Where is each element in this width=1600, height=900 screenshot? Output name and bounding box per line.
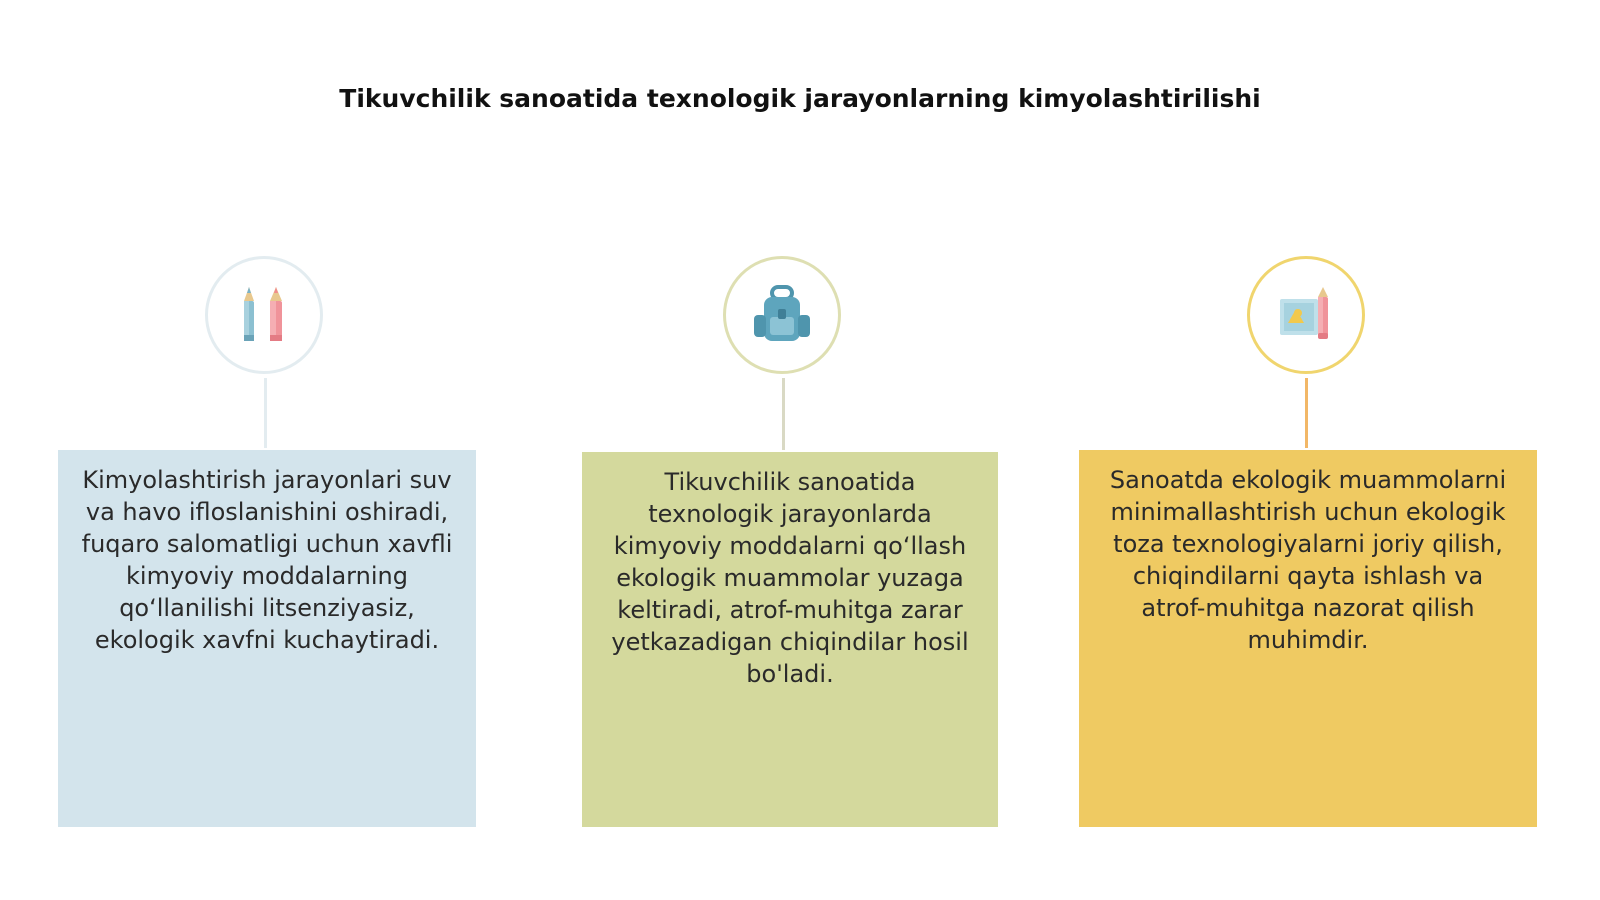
backpack-icon	[752, 285, 812, 345]
icon-circle-1	[205, 256, 323, 374]
connector-line-1	[264, 378, 267, 448]
page-title: Tikuvchilik sanoatida texnologik jarayonlarning kimyolashtirilishi	[339, 84, 1261, 113]
info-card-3	[1079, 450, 1537, 827]
pencils-icon	[238, 283, 290, 347]
info-card-1	[58, 450, 476, 827]
icon-circle-3	[1247, 256, 1365, 374]
card-text-3: Sanoatda ekologik muammolarni minimallashtirish uchun ekologik toza texnologiyalarni joriy qilish, chiqindilarni qayta ishlash va atrof-muhitga nazorat qilish muhimdir.	[1109, 466, 1507, 654]
info-card-2	[582, 452, 998, 827]
icon-circle-2	[723, 256, 841, 374]
connector-line-2	[782, 378, 785, 450]
drawing-pencil-icon	[1276, 285, 1336, 345]
connector-line-3	[1305, 378, 1308, 448]
card-text-1: Kimyolashtirish jarayonlari suv va havo ifloslanishini oshiradi, fuqaro salomatligi uchun xavfli kimyoviy moddalarning qo‘llanilishi litsenziyasiz, ekologik xavfni kuchaytiradi.	[81, 466, 453, 654]
card-text-2: Tikuvchilik sanoatida texnologik jarayonlarda kimyoviy moddalarni qo‘llash ekologik muammolar yuzaga keltiradi, atrof-muhitga zarar yetkazadigan chiqindilar hosil bo'ladi.	[611, 468, 969, 688]
